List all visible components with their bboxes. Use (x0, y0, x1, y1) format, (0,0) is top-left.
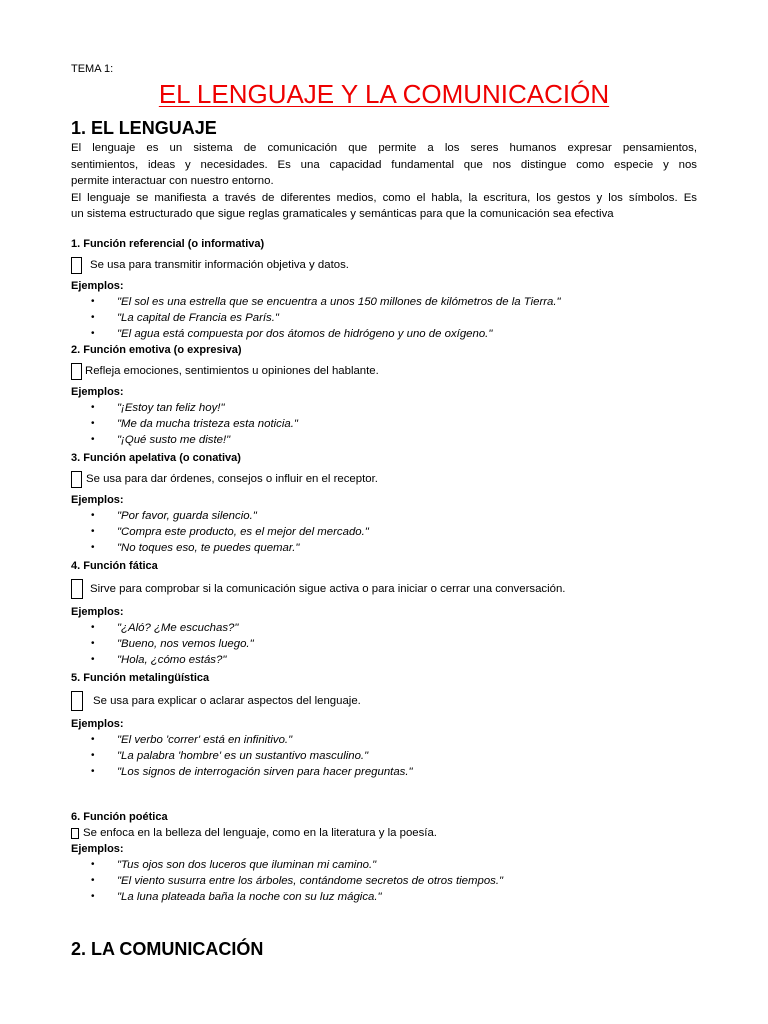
list-item (71, 524, 711, 540)
examples-list (71, 508, 711, 556)
list-item (71, 764, 711, 780)
list-item (71, 540, 711, 556)
function-block-apelativa (71, 450, 711, 556)
bullet-icon: • (91, 891, 95, 902)
paragraph-line: El lenguaje se manifiesta a través de diferentes medios, como el habla, la escritura, los gestos y los símbolos. Es (71, 191, 697, 204)
list-item (71, 294, 711, 310)
bullet-icon: • (91, 622, 95, 633)
list-item (71, 326, 711, 342)
function-block-metalinguistica (71, 670, 711, 780)
example-text: "Me da mucha tristeza esta noticia." (117, 418, 298, 430)
missing-glyph-box-icon (71, 257, 82, 274)
example-text: "No toques eso, te puedes quemar." (117, 542, 300, 554)
list-item (71, 416, 711, 432)
examples-label: Ejemplos: (71, 843, 124, 855)
missing-glyph-box-icon (71, 579, 83, 599)
example-text: "El verbo 'correr' está en infinitivo." (117, 734, 293, 746)
bullet-icon: • (91, 875, 95, 886)
section-heading-lenguaje: 1. EL LENGUAJE (71, 118, 217, 138)
list-item (71, 652, 711, 668)
list-item (71, 508, 711, 524)
example-text: "Por favor, guarda silencio." (117, 510, 257, 522)
list-item (71, 748, 711, 764)
list-item (71, 636, 711, 652)
examples-list (71, 294, 711, 342)
function-description: Sirve para comprobar si la comunicación sigue activa o para iniciar o cerrar una conversación. (90, 583, 566, 595)
function-description-row (71, 358, 711, 384)
list-item (71, 732, 711, 748)
bullet-icon: • (91, 654, 95, 665)
section-heading-comunicacion: 2. LA COMUNICACIÓN (71, 939, 264, 959)
function-block-poetica (71, 809, 711, 905)
page-title: EL LENGUAJE Y LA COMUNICACIÓN (158, 79, 610, 109)
bullet-icon: • (91, 638, 95, 649)
examples-label: Ejemplos: (71, 494, 124, 506)
function-block-referencial (71, 236, 711, 342)
example-text: "¿Aló? ¿Me escuchas?" (117, 622, 239, 634)
function-title: 5. Función metalingüística (71, 672, 210, 684)
examples-label: Ejemplos: (71, 718, 124, 730)
function-description-row (71, 686, 711, 716)
example-text: "La capital de Francia es París." (117, 312, 279, 324)
paragraph-line: permite interactuar con nuestro entorno. (71, 175, 274, 187)
bullet-icon: • (91, 434, 95, 445)
example-text: "El viento susurra entre los árboles, contándome secretos de otros tiempos." (117, 875, 504, 887)
function-description: Se usa para explicar o aclarar aspectos del lenguaje. (93, 695, 361, 707)
function-description-row (71, 574, 711, 604)
missing-glyph-box-icon (71, 691, 83, 711)
example-text: "La palabra 'hombre' es un sustantivo masculino." (117, 750, 369, 762)
bullet-icon: • (91, 526, 95, 537)
topic-label: TEMA 1: (71, 63, 114, 75)
function-block-emotiva (71, 342, 711, 448)
function-title: 4. Función fática (71, 560, 158, 572)
missing-glyph-box-icon (71, 363, 82, 380)
function-description: Se usa para dar órdenes, consejos o influir en el receptor. (86, 473, 378, 485)
function-title: 1. Función referencial (o informativa) (71, 238, 265, 250)
bullet-icon: • (91, 402, 95, 413)
intro-paragraph (71, 140, 697, 223)
bullet-icon: • (91, 328, 95, 339)
function-description: Se usa para transmitir información objetiva y datos. (90, 259, 349, 271)
examples-list (71, 732, 711, 780)
paragraph-line: un sistema estructurado que sigue reglas gramaticales y semánticas para que la comunicación sea efectiva (71, 208, 614, 220)
function-description-row (71, 825, 711, 841)
examples-list (71, 857, 711, 905)
list-item (71, 873, 711, 889)
example-text: "Los signos de interrogación sirven para hacer preguntas." (117, 766, 413, 778)
examples-label: Ejemplos: (71, 386, 124, 398)
bullet-icon: • (91, 312, 95, 323)
function-title: 6. Función poética (71, 811, 168, 823)
example-text: "Bueno, nos vemos luego." (117, 638, 254, 650)
example-text: "Tus ojos son dos luceros que iluminan mi camino." (117, 859, 377, 871)
bullet-icon: • (91, 296, 95, 307)
list-item (71, 857, 711, 873)
bullet-icon: • (91, 766, 95, 777)
bullet-icon: • (91, 859, 95, 870)
bullet-icon: • (91, 750, 95, 761)
list-item (71, 432, 711, 448)
examples-list (71, 620, 711, 668)
example-text: "La luna plateada baña la noche con su luz mágica." (117, 891, 382, 903)
examples-label: Ejemplos: (71, 280, 124, 292)
examples-list (71, 400, 711, 448)
function-description-row (71, 466, 711, 492)
function-title: 3. Función apelativa (o conativa) (71, 452, 241, 464)
bullet-icon: • (91, 734, 95, 745)
list-item (71, 400, 711, 416)
example-text: "El sol es una estrella que se encuentra a unos 150 millones de kilómetros de la Tierra." (117, 296, 561, 308)
list-item (71, 889, 711, 905)
missing-glyph-box-icon (71, 828, 79, 839)
examples-label: Ejemplos: (71, 606, 124, 618)
bullet-icon: • (91, 510, 95, 521)
example-text: "¡Qué susto me diste!" (117, 434, 231, 446)
example-text: "Compra este producto, es el mejor del mercado." (117, 526, 369, 538)
paragraph-line: El lenguaje es un sistema de comunicación que permite a los seres humanos expresar pensamientos, (71, 142, 697, 154)
function-description: Refleja emociones, sentimientos u opiniones del hablante. (85, 365, 379, 377)
paragraph-line: sentimientos, ideas y necesidades. Es una capacidad fundamental que nos distingue como especie y nos (71, 158, 697, 171)
function-block-fatica (71, 558, 711, 668)
example-text: "¡Estoy tan feliz hoy!" (117, 402, 225, 414)
function-description: Se enfoca en la belleza del lenguaje, como en la literatura y la poesía. (83, 827, 437, 839)
function-title: 2. Función emotiva (o expresiva) (71, 344, 242, 356)
list-item (71, 620, 711, 636)
function-description-row (71, 252, 711, 278)
missing-glyph-box-icon (71, 471, 82, 488)
bullet-icon: • (91, 542, 95, 553)
example-text: "Hola, ¿cómo estás?" (117, 654, 227, 666)
example-text: "El agua está compuesta por dos átomos de hidrógeno y uno de oxígeno." (117, 328, 493, 340)
bullet-icon: • (91, 418, 95, 429)
list-item (71, 310, 711, 326)
